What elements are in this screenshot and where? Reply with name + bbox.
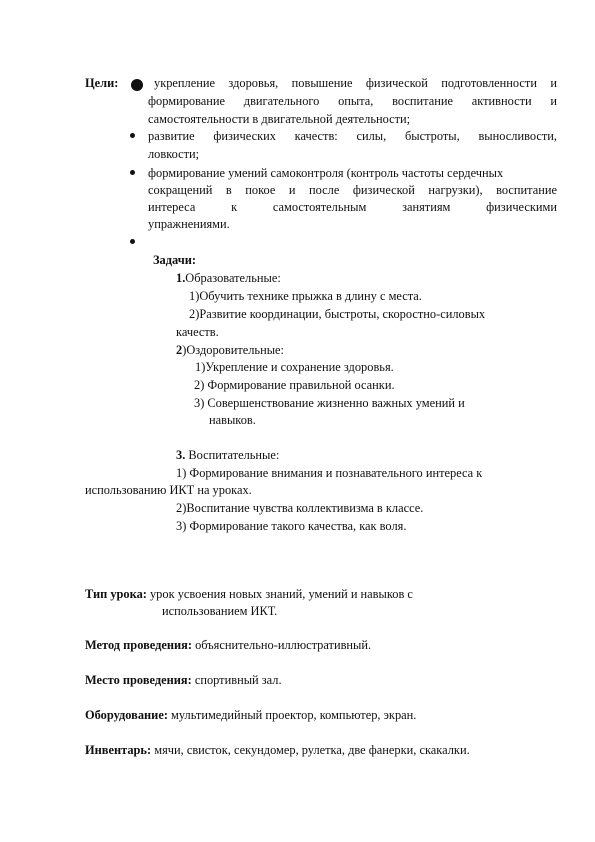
lesson-method [85, 637, 371, 655]
tasks-upbringing-heading [176, 447, 279, 465]
lesson-equipment [85, 707, 416, 725]
tasks-upbringing-item-1-cont: использованию ИКТ на уроках. [85, 483, 252, 497]
tasks-edu-label: Образовательные: [185, 271, 281, 285]
lesson-type-value-cont: использованием ИКТ. [162, 604, 278, 618]
bullet-icon [130, 170, 135, 175]
bullet-icon [130, 133, 135, 138]
tasks-edu-item-2-cont: качеств. [176, 325, 219, 339]
lesson-type-value: урок усвоения новых знаний, умений и навыков с [146, 587, 413, 601]
lesson-method-label: Метод проведения: [85, 638, 192, 652]
tasks-title: Задачи: [153, 253, 196, 267]
goal-3-line-2: сокращений в покое и после физической нагрузки), воспитание [148, 183, 557, 197]
goal-3-line-4: упражнениями. [148, 217, 230, 231]
goal-3-line-1: формирование умений самоконтроля (контроль частоты сердечных [148, 166, 504, 180]
lesson-place-label: Место проведения: [85, 673, 192, 687]
tasks-edu-num: 1. [176, 271, 186, 285]
goal-2-line-1: развитие физических качеств: силы, быстроты, выносливости, [148, 129, 557, 143]
lesson-place-value: спортивный зал. [191, 673, 282, 687]
goals-label: Цели: [85, 76, 119, 90]
lesson-type-label: Тип урока: [85, 587, 147, 601]
bullet-icon [130, 239, 135, 244]
lesson-method-value: объяснительно-иллюстративный. [191, 638, 372, 652]
tasks-edu-item-1: 1)Обучить технике прыжка в длину с места. [189, 289, 422, 303]
tasks-upbringing-item-2: 2)Воспитание чувства коллективизма в классе. [176, 501, 424, 515]
lesson-place [85, 672, 282, 690]
tasks-edu-item-2: 2)Развитие координации, быстроты, скоростно-силовых [189, 307, 486, 321]
tasks-upbringing-item-3: 3) Формирование такого качества, как воля. [176, 519, 407, 533]
goal-2-line-2: ловкости; [148, 147, 200, 161]
goal-1-line-3: самостоятельности в двигательной деятельности; [148, 112, 411, 126]
tasks-health-item-3: 3) Совершенствование жизненно важных умений и [194, 396, 465, 410]
tasks-health-item-3-cont: навыков. [209, 413, 256, 427]
lesson-inventory-label: Инвентарь: [85, 743, 152, 757]
lesson-equipment-value: мультимедийный проектор, компьютер, экран. [167, 708, 417, 722]
tasks-upbringing-num: 3. [176, 448, 186, 462]
tasks-edu-heading [176, 270, 281, 288]
tasks-health-num: 2 [176, 343, 183, 357]
goal-3-line-3: интереса к самостоятельным занятиям физическими [148, 200, 557, 214]
tasks-health-label: )Оздоровительные: [182, 343, 284, 357]
tasks-upbringing-label: Воспитательные: [185, 448, 280, 462]
tasks-health-item-2: 2) Формирование правильной осанки. [194, 378, 395, 392]
tasks-upbringing-item-1: 1) Формирование внимания и познавательного интереса к [176, 466, 483, 480]
tasks-health-heading [176, 342, 284, 360]
tasks-health-item-1: 1)Укрепление и сохранение здоровья. [195, 360, 394, 374]
lesson-equipment-label: Оборудование: [85, 708, 168, 722]
goal-1-line-1: укрепление здоровья, повышение физической подготовленности и [154, 76, 557, 90]
goal-1-line-2: формирование двигательного опыта, воспитание активности и [148, 94, 557, 108]
lesson-type [85, 586, 413, 604]
lesson-inventory-value: мячи, свисток, секундомер, рулетка, две фанерки, скакалки. [151, 743, 470, 757]
bullet-icon [131, 79, 143, 91]
lesson-inventory [85, 742, 470, 760]
